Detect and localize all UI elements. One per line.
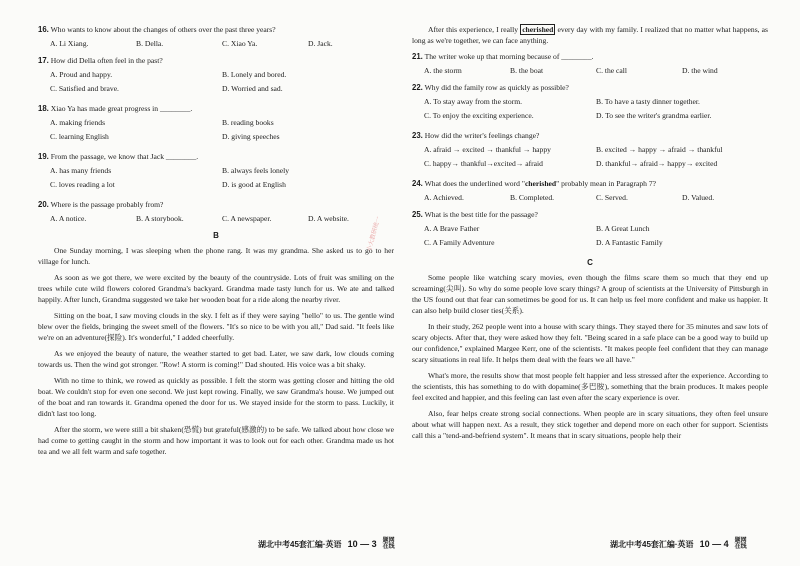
option: B. Completed. <box>510 193 555 202</box>
page-number: 10 — 3 <box>347 539 377 549</box>
publisher-logo: 题网 在线 <box>382 538 395 550</box>
question-number: 18. <box>38 104 49 113</box>
book-title: 湖北中考45套汇编·英语 <box>610 539 694 549</box>
paragraph: Sitting on the boat, I saw moving clouds in the sky. I felt as if they were saying "hello" to us. The gentle wind blew over the fields, bringing the sweet smell of the flowers. "It's so nice to be with you all," Dad said. "It feels like we're on an adventure(探险). It's wonderful," I added cheerfully. <box>38 311 394 342</box>
option: B. A storybook. <box>136 214 184 223</box>
option: C. To enjoy the exciting experience. <box>424 111 534 120</box>
question-number: 16. <box>38 25 49 34</box>
question-stem: Who wants to know about the changes of others over the past three years? <box>50 25 276 34</box>
left-question-list <box>38 24 394 224</box>
option: B. excited → happy → afraid → thankful <box>596 145 723 154</box>
paragraph: After the storm, we were still a bit shaken(恐慌) but grateful(感激的) to be safe. We talked about how close we had come to getting caught in the storm and how important it was to look out for each other. Grandma made us hot tea and we all felt warm and safe together. <box>38 425 394 456</box>
question-stem: How did the writer's feelings change? <box>424 131 540 140</box>
question-stem: How did Della often feel in the past? <box>50 56 163 65</box>
question-19 <box>38 151 394 193</box>
option: D. thankful→ afraid→ happy→ excited <box>596 159 718 168</box>
paragraph: As soon as we got there, we were excited by the beauty of the countryside. Lots of fruit was smiling on the trees while cute wild flowers colored Grandma's backyard. Grandma made tasty lunch for us. We ate and talked happily. After lunch, Grandma suggested we take her wooden boat for a ride along the nearby river. <box>38 273 394 304</box>
question-number: 22. <box>412 83 423 92</box>
question-25-options <box>424 223 768 251</box>
section-c-title: C <box>587 258 593 267</box>
question-number: 21. <box>412 52 423 61</box>
options <box>50 213 394 224</box>
question-20 <box>38 199 394 224</box>
question-stem: Xiao Ya has made great progress in ________. <box>50 104 193 113</box>
option: A. afraid → excited → thankful → happy <box>424 145 551 154</box>
options <box>424 65 768 76</box>
option: D. is good at English <box>222 180 286 189</box>
options <box>50 69 394 97</box>
question-17 <box>38 55 394 97</box>
option: A. making friends <box>50 118 106 127</box>
question-22 <box>412 82 768 124</box>
option: B. Della. <box>136 39 164 48</box>
option: C. the call <box>596 66 627 75</box>
question-23 <box>412 130 768 172</box>
option: A. the storm <box>424 66 462 75</box>
option: A. To stay away from the storm. <box>424 97 523 106</box>
question-stem: From the passage, we know that Jack ________. <box>50 152 199 161</box>
question-number: 20. <box>38 200 49 209</box>
paragraph: What's more, the results show that most people felt happier and less stressed after the experience. According to the scientists, this has something to do with dopamine(多巴胺), something that the brain produces. It makes people feel excited and happier, and this feeling can last even after the scary experience is over. <box>412 371 768 402</box>
option: C. Xiao Ya. <box>222 39 258 48</box>
left-page <box>38 24 394 462</box>
option: D. Jack. <box>308 39 333 48</box>
option: C. A Family Adventure <box>424 238 495 247</box>
option: C. loves reading a lot <box>50 180 115 189</box>
question-18 <box>38 103 394 145</box>
paragraph: As we enjoyed the beauty of nature, the weather started to get bad. Later, we saw dark, low clouds coming towards us. Then the wind got stronger. "Row! A storm is coming!" Dad shouted. His voice was a bit shaky. <box>38 349 394 369</box>
option: C. A newspaper. <box>222 214 272 223</box>
option: C. Served. <box>596 193 628 202</box>
right-page <box>412 24 768 446</box>
question-stem: Where is the passage probably from? <box>50 200 164 209</box>
question-21 <box>412 51 768 76</box>
question-24: 24. What does the underlined word "cherished" probably mean in Paragraph 7? A. Achieved. B. Completed. C. Served. D. Valued. <box>412 178 768 203</box>
paragraph: Some people like watching scary movies, even though the films scare them so much that they end up screaming(尖叫). So why do some people love scary things? A group of scientists at the University of Pittsburgh in the US found out that fear can sometimes be good for us. It can help us feel more confident and make us happier. It can also help build closer ties(关系). <box>412 273 768 315</box>
option: A. Proud and happy. <box>50 70 113 79</box>
page-number: 10 — 4 <box>699 539 729 549</box>
option: C. Satisfied and brave. <box>50 84 119 93</box>
left-footer <box>258 538 395 550</box>
passage-b <box>38 245 394 457</box>
option: D. A website. <box>308 214 349 223</box>
question-25: 25. What is the best title for the passage? A. A Brave Father B. A Great Lunch C. A Family Adventure D. A Fantastic Family <box>412 209 768 251</box>
option: D. Worried and sad. <box>222 84 283 93</box>
question-number: 19. <box>38 152 49 161</box>
option: B. A Great Lunch <box>596 224 650 233</box>
book-title: 湖北中考45套汇编·英语 <box>258 539 342 549</box>
option: A. A Brave Father <box>424 224 480 233</box>
passage-c <box>412 272 768 441</box>
right-question-list <box>412 51 768 172</box>
question-stem: The writer woke up that morning because of ________. <box>424 52 594 61</box>
paragraph: One Sunday morning, I was sleeping when the phone rang. It was my grandma. She asked us to go to her village for lunch. <box>38 246 394 266</box>
option: D. A Fantastic Family <box>596 238 663 247</box>
option: D. Valued. <box>682 193 715 202</box>
option: C. happy→ thankful→excited→ afraid <box>424 159 543 168</box>
option: B. Lonely and bored. <box>222 70 287 79</box>
question-24-options <box>424 192 768 203</box>
options <box>50 165 394 193</box>
question-stem: Why did the family row as quickly as possible? <box>424 83 569 92</box>
option: B. always feels lonely <box>222 166 290 175</box>
section-b-title: B <box>213 231 219 240</box>
watermark-stamp: 小大教研统一 <box>366 215 383 253</box>
options <box>424 144 768 172</box>
paragraph: With no time to think, we rowed as quickly as possible. I felt the storm was getting closer and hitting the old boat. We couldn't stop for even one second. We just kept rowing. Finally, we saw Grandma's house. We jumped out of the boat and ran towards it. Grandma opened the door for us. We stayed inside for the storm to pass. Luckily, it didn't last too long. <box>38 376 394 418</box>
option: B. To have a tasty dinner together. <box>596 97 700 106</box>
option: D. giving speeches <box>222 132 280 141</box>
option: C. learning English <box>50 132 109 141</box>
question-number: 23. <box>412 131 423 140</box>
option: A. Achieved. <box>424 193 464 202</box>
options <box>50 38 394 49</box>
paragraph: In their study, 262 people went into a house with scary things. They stayed there for 35 minutes and saw lots of scary objects. After that, they were asked how they felt. "Being scared in a safe place can be a good way to build up our confidence," explained Margee Kerr, one of the scientists. "It makes people feel confident that they can manage scary situations in real life. It helps them deal with the fears we all have." <box>412 322 768 364</box>
options <box>424 96 768 124</box>
right-footer <box>610 538 747 550</box>
option: A. has many friends <box>50 166 112 175</box>
paragraph: Also, fear helps create strong social connections. When people are in scary situations, they often feel unsure about what will happen next. As a result, they stick together and depend more on each other for support. Scientists call this a "tend-and-befriend system". It means that in scary situations, people help their <box>412 409 768 440</box>
question-16 <box>38 24 394 49</box>
passage-b-conclusion: After this experience, I really cherished every day with my family. I realized that no matter what happens, as long as we're together, we can face anything. <box>412 25 768 45</box>
option: D. To see the writer's grandma earlier. <box>596 111 712 120</box>
option: A. A notice. <box>50 214 87 223</box>
option: B. the boat <box>510 66 544 75</box>
option: D. the wind <box>682 66 718 75</box>
options <box>50 117 394 145</box>
underlined-word: cherished <box>522 25 554 34</box>
question-number: 17. <box>38 56 49 65</box>
publisher-logo: 题网 在线 <box>734 538 747 550</box>
option: A. Li Xiang. <box>50 39 89 48</box>
option: B. reading books <box>222 118 274 127</box>
